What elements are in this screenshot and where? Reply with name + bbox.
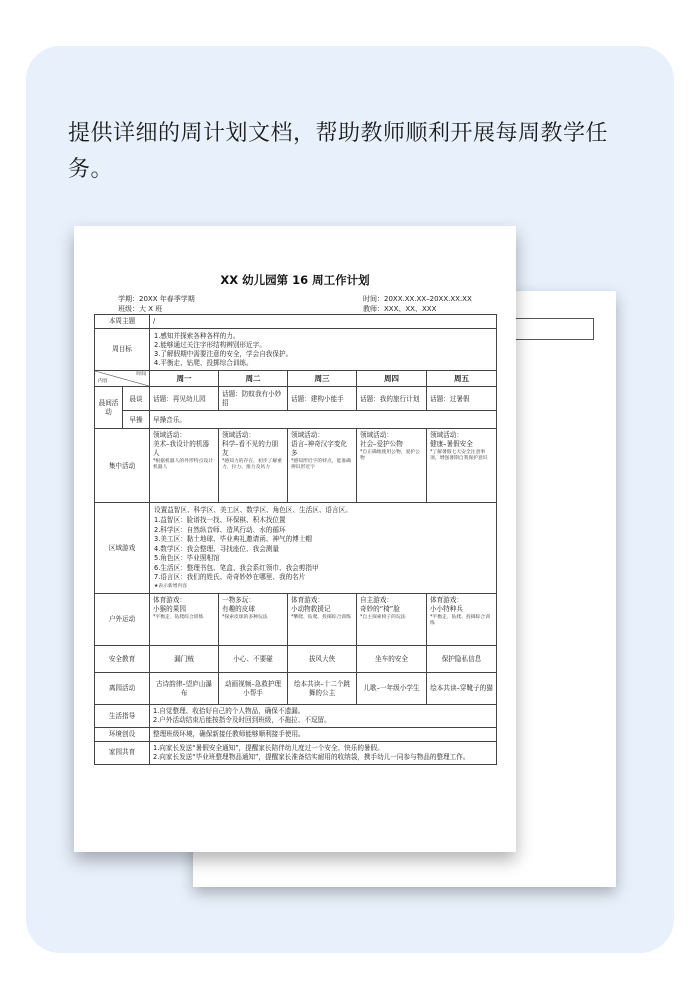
group-activity-cell — [357, 429, 427, 503]
leave-cell: 绘本共读–穿靴子的猫 — [427, 673, 497, 705]
morning-label: 晨间活动 — [95, 387, 123, 429]
table-row — [95, 741, 497, 764]
talk-cell: 话题：防蚊我有小妙招 — [219, 387, 288, 411]
corner-label-time: 时间 — [136, 372, 146, 378]
table-row — [95, 727, 497, 741]
theme-value: / — [150, 315, 497, 329]
area-line: 5.角色区：毕业照相馆 — [154, 554, 220, 563]
table-row — [95, 315, 497, 329]
goals-label: 周目标 — [95, 328, 150, 371]
outdoor-head: 自主游戏： — [360, 596, 393, 605]
outdoor-head: 体育游戏： — [430, 596, 463, 605]
corner-header-cell — [95, 371, 150, 387]
outdoor-name: 有趣的皮球 — [222, 604, 255, 613]
outdoor-name: 小小特种兵 — [430, 604, 463, 613]
safety-cell: 保护隐私信息 — [427, 646, 497, 673]
day-header: 周三 — [288, 371, 357, 387]
area-game-label: 区域游戏 — [95, 503, 150, 594]
table-row — [95, 429, 497, 503]
outdoor-label: 户外运动 — [95, 594, 150, 646]
leave-cell: 绘本共读–十二个跳舞的公主 — [288, 673, 357, 705]
activity-name: 语言–神奇汉字变化多 — [291, 440, 348, 458]
table-row — [95, 673, 497, 705]
activity-head: 领域活动： — [222, 431, 255, 440]
outdoor-cell — [219, 594, 288, 646]
goal-item: 1.感知并探索各种各样的力。 — [154, 331, 240, 340]
area-line: 设置益智区、科学区、美工区、数学区、角色区、生活区、语言区。 — [154, 506, 352, 515]
activity-head: 领域活动： — [430, 431, 463, 440]
area-game-cell — [150, 503, 497, 594]
teachers-info: 教师：XXX、XX、XXX — [363, 305, 437, 313]
area-note: ★表示新增内容 — [154, 583, 188, 589]
goals-cell — [150, 328, 497, 371]
time-info: 时间：20XX.XX.XX–20XX.XX.XX — [363, 295, 472, 303]
day-header: 周四 — [357, 371, 427, 387]
leave-cell: 古诗韵律–望庐山瀑布 — [150, 673, 219, 705]
outdoor-head: 体育游戏： — [291, 596, 324, 605]
table-row — [95, 328, 497, 371]
semester-info: 学期：20XX 年春季学期 — [118, 295, 195, 303]
weekly-plan-table — [94, 314, 497, 765]
table-row — [95, 387, 497, 411]
environment-label: 环境创设 — [95, 727, 150, 741]
life-line: 1.自觉整理、收拾好自己的个人物品，确保不遗漏。 — [153, 707, 305, 716]
activity-head: 领域活动： — [153, 431, 186, 440]
activity-note: *了解暑假七大安全注意事项，增强暑期自我保护意识 — [430, 450, 488, 462]
safety-cell: 坐车的安全 — [357, 646, 427, 673]
group-activity-cell — [219, 429, 288, 503]
talk-label: 晨谈 — [123, 387, 150, 411]
outdoor-cell — [427, 594, 497, 646]
goal-item: 2.能够通过关注字形结构辨别形近字。 — [154, 340, 266, 349]
table-row — [95, 503, 497, 594]
safety-cell: 拔风大侠 — [288, 646, 357, 673]
group-activity-cell — [427, 429, 497, 503]
corner-label-content: 内容 — [98, 378, 108, 384]
leave-cell: 儿歌–一年级小学生 — [357, 673, 427, 705]
group-activity-cell — [288, 429, 357, 503]
day-header: 周二 — [219, 371, 288, 387]
theme-label: 本周主题 — [95, 315, 150, 329]
goal-item: 3.了解假期中需要注意的安全，学会自我保护。 — [154, 349, 293, 358]
life-guide-label: 生活指导 — [95, 705, 150, 728]
home-line: 2.向家长发送“毕业班整理物品通知”，提醒家长准备结实耐用的收纳袋，携手幼儿一同参与物品的整理工作。 — [153, 752, 470, 761]
area-line: 4.数学区：我会整理、寻找座位、我会测量 — [154, 544, 279, 553]
outdoor-head: 一物多玩： — [222, 596, 255, 605]
document-title: XX 幼儿园第 16 周工作计划 — [220, 273, 370, 287]
outdoor-note: *平衡走、钻爬综合训练 — [153, 614, 204, 620]
outdoor-note: *攀爬、钻爬、投掷综合训练 — [291, 614, 351, 620]
day-header: 周五 — [427, 371, 497, 387]
goal-item: 4.平衡走、钻爬、投掷综合训练。 — [154, 358, 253, 367]
area-line: 1.益智区：脸谱找一找、环保棋、积木找位置 — [154, 516, 286, 524]
group-activity-label: 集中活动 — [95, 429, 150, 503]
activity-name: 社会–爱护公物 — [360, 440, 403, 449]
activity-name: 健康–暑假安全 — [430, 440, 473, 449]
home-coop-label: 家园共育 — [95, 741, 150, 764]
life-guide-cell — [150, 705, 497, 728]
outdoor-name: 小猴的果园 — [153, 604, 186, 613]
day-header: 周一 — [150, 371, 219, 387]
safety-label: 安全教育 — [95, 646, 150, 673]
talk-cell: 话题：建构小能手 — [288, 387, 357, 411]
life-line: 2.户外活动结束后能按指令及时回到班级，不拖拉、不逗留。 — [153, 715, 331, 724]
headline: 提供详细的周计划文档，帮助教师顺利开展每周教学任务。 — [68, 121, 609, 182]
area-line: 7.语言区：我们的姓氏、奇奇妙妙在哪里、我的名片 — [154, 573, 306, 582]
home-coop-cell — [150, 741, 497, 764]
talk-cell: 话题：过暑假 — [427, 387, 497, 411]
area-line: 3.美工区：黏土地球、毕业典礼邀请函、神气的博士帽 — [154, 535, 312, 544]
safety-cell: 漏门贼 — [150, 646, 219, 673]
area-line: 2.科学区：自然纵音师、造风行动、水的循环 — [154, 525, 286, 534]
exercise-value: 早操音乐。 — [150, 411, 497, 429]
exercise-label: 早操 — [123, 411, 150, 429]
outdoor-cell — [288, 594, 357, 646]
leave-cell: 动画视频–急救护理小帮手 — [219, 673, 288, 705]
table-row — [95, 646, 497, 673]
activity-head: 领域活动： — [360, 431, 393, 440]
area-line: 6.生活区：整理书包、笔盒、我会系红领巾、我会剪指甲 — [154, 563, 319, 572]
table-row — [95, 705, 497, 728]
activity-note: *自正确地使用公物，爱护公物 — [360, 450, 420, 462]
environment-value: 整理班级环境，确保新接任教师能够顺利接手使用。 — [150, 727, 497, 741]
activity-name: 科学–看不见的力朋友 — [222, 440, 279, 458]
activity-note: *感知力的存在，初步了解重力、拉力、推力及风力 — [222, 459, 282, 471]
outdoor-note: *平衡走、钻爬、投掷综合训练 — [430, 614, 490, 627]
table-row — [95, 411, 497, 429]
outdoor-note: *自主探索椅子的玩法 — [360, 614, 406, 620]
outdoor-cell — [357, 594, 427, 646]
outdoor-head: 体育游戏： — [153, 596, 186, 605]
table-row — [95, 594, 497, 646]
outdoor-note: *探索皮球的多种玩法 — [222, 614, 268, 620]
outdoor-name: 小动物救援记 — [291, 604, 331, 613]
activity-name: 美术–我设计的机器人 — [153, 440, 210, 458]
activity-note: *根据机器人的外形特点设计机器人 — [153, 459, 213, 471]
group-activity-cell — [150, 429, 219, 503]
talk-cell: 话题：我的旅行计划 — [357, 387, 427, 411]
outdoor-name: 奇妙的“椅”脸 — [360, 604, 400, 613]
outdoor-cell — [150, 594, 219, 646]
table-row — [95, 371, 497, 387]
front-document-page — [74, 226, 516, 852]
class-info: 班级：大 X 班 — [118, 305, 163, 313]
safety-cell: 小心、不要碰 — [219, 646, 288, 673]
home-line: 1.向家长发送“暑假安全通知”，提醒家长陪伴幼儿度过一个安全、快乐的暑假。 — [153, 743, 384, 752]
activity-note: *感知形近字的特点，能准确辨识形近字 — [291, 459, 351, 471]
talk-cell: 话题：再见幼儿园 — [150, 387, 219, 411]
leave-label: 离园活动 — [95, 673, 150, 705]
activity-head: 领域活动： — [291, 431, 324, 440]
